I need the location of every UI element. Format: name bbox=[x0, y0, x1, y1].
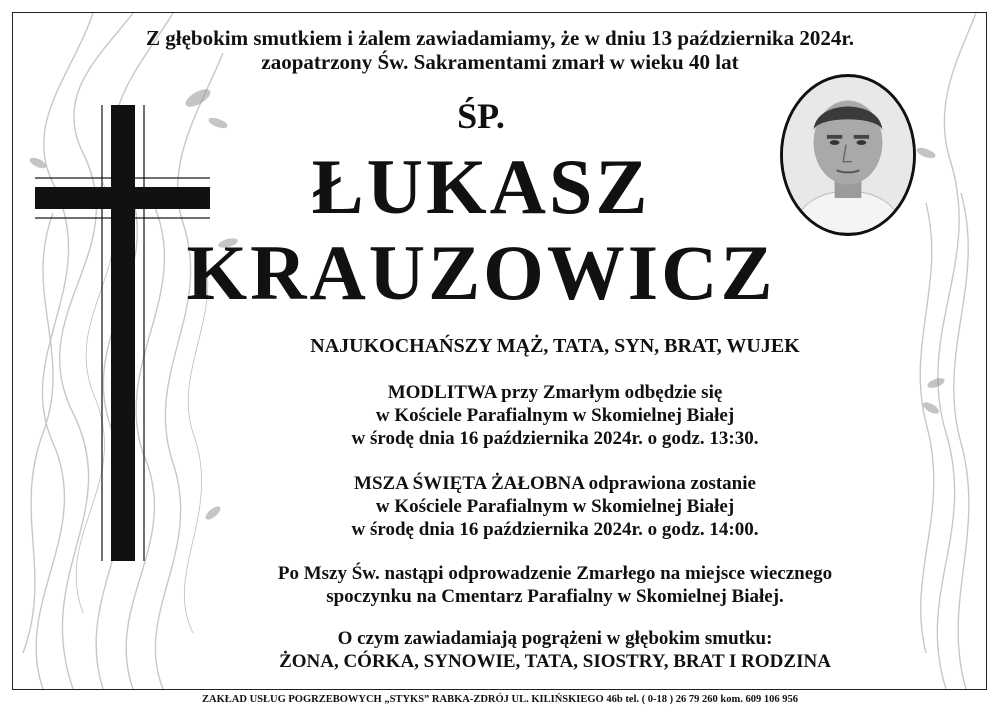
relations-line: NAJUKOCHAŃSZY MĄŻ, TATA, SYN, BRAT, WUJEK bbox=[310, 335, 800, 357]
mourners-info bbox=[55, 627, 1000, 673]
burial-line-2: spoczynku na Cmentarz Parafialny w Skomielnej Białej. bbox=[326, 586, 784, 607]
header-line-2: zaopatrzony Św. Sakramentami zmarł w wieku 40 lat bbox=[261, 50, 739, 74]
prayer-line-3: w środę dnia 16 października 2024r. o godz. 13:30. bbox=[351, 428, 759, 449]
funeral-home-footer: ZAKŁAD USŁUG POGRZEBOWYCH „STYKS” RABKA-ZDRÓJ UL. KILIŃSKIEGO 46b tel. ( 0-18 ) 26 79 260 kom. 609 106 956 bbox=[202, 694, 798, 705]
deceased-last-name: KRAUZOWICZ bbox=[186, 229, 776, 316]
header-line-1: Z głębokim smutkiem i żalem zawiadamiamy, że w dniu 13 października 2024r. bbox=[146, 26, 854, 50]
burial-line-1: Po Mszy Św. nastąpi odprowadzenie Zmarłego na miejsce wiecznego bbox=[277, 563, 833, 584]
mass-info bbox=[55, 472, 1000, 541]
prayer-info bbox=[55, 381, 1000, 450]
announcement-header bbox=[0, 26, 1000, 74]
mourners-line-2: ŻONA, CÓRKA, SYNOWIE, TATA, SIOSTRY, BRAT I RODZINA bbox=[279, 651, 831, 672]
burial-info bbox=[55, 562, 1000, 608]
portrait-icon bbox=[783, 77, 913, 233]
portrait-photo bbox=[780, 74, 916, 236]
prayer-line-1: MODLITWA przy Zmarłym odbędzie się bbox=[387, 382, 723, 403]
mass-line-1: MSZA ŚWIĘTA ŻAŁOBNA odprawiona zostanie bbox=[354, 473, 756, 494]
mass-line-2: w Kościele Parafialnym w Skomielnej Białej bbox=[375, 496, 735, 517]
mass-line-3: w środę dnia 16 października 2024r. o godz. 14:00. bbox=[351, 519, 759, 540]
deceased-first-name: ŁUKASZ bbox=[311, 143, 651, 230]
deceased-prefix: ŚP. bbox=[457, 96, 505, 136]
mourners-line-1: O czym zawiadamiają pogrążeni w głębokim smutku: bbox=[337, 628, 773, 649]
prayer-line-2: w Kościele Parafialnym w Skomielnej Białej bbox=[375, 405, 735, 426]
